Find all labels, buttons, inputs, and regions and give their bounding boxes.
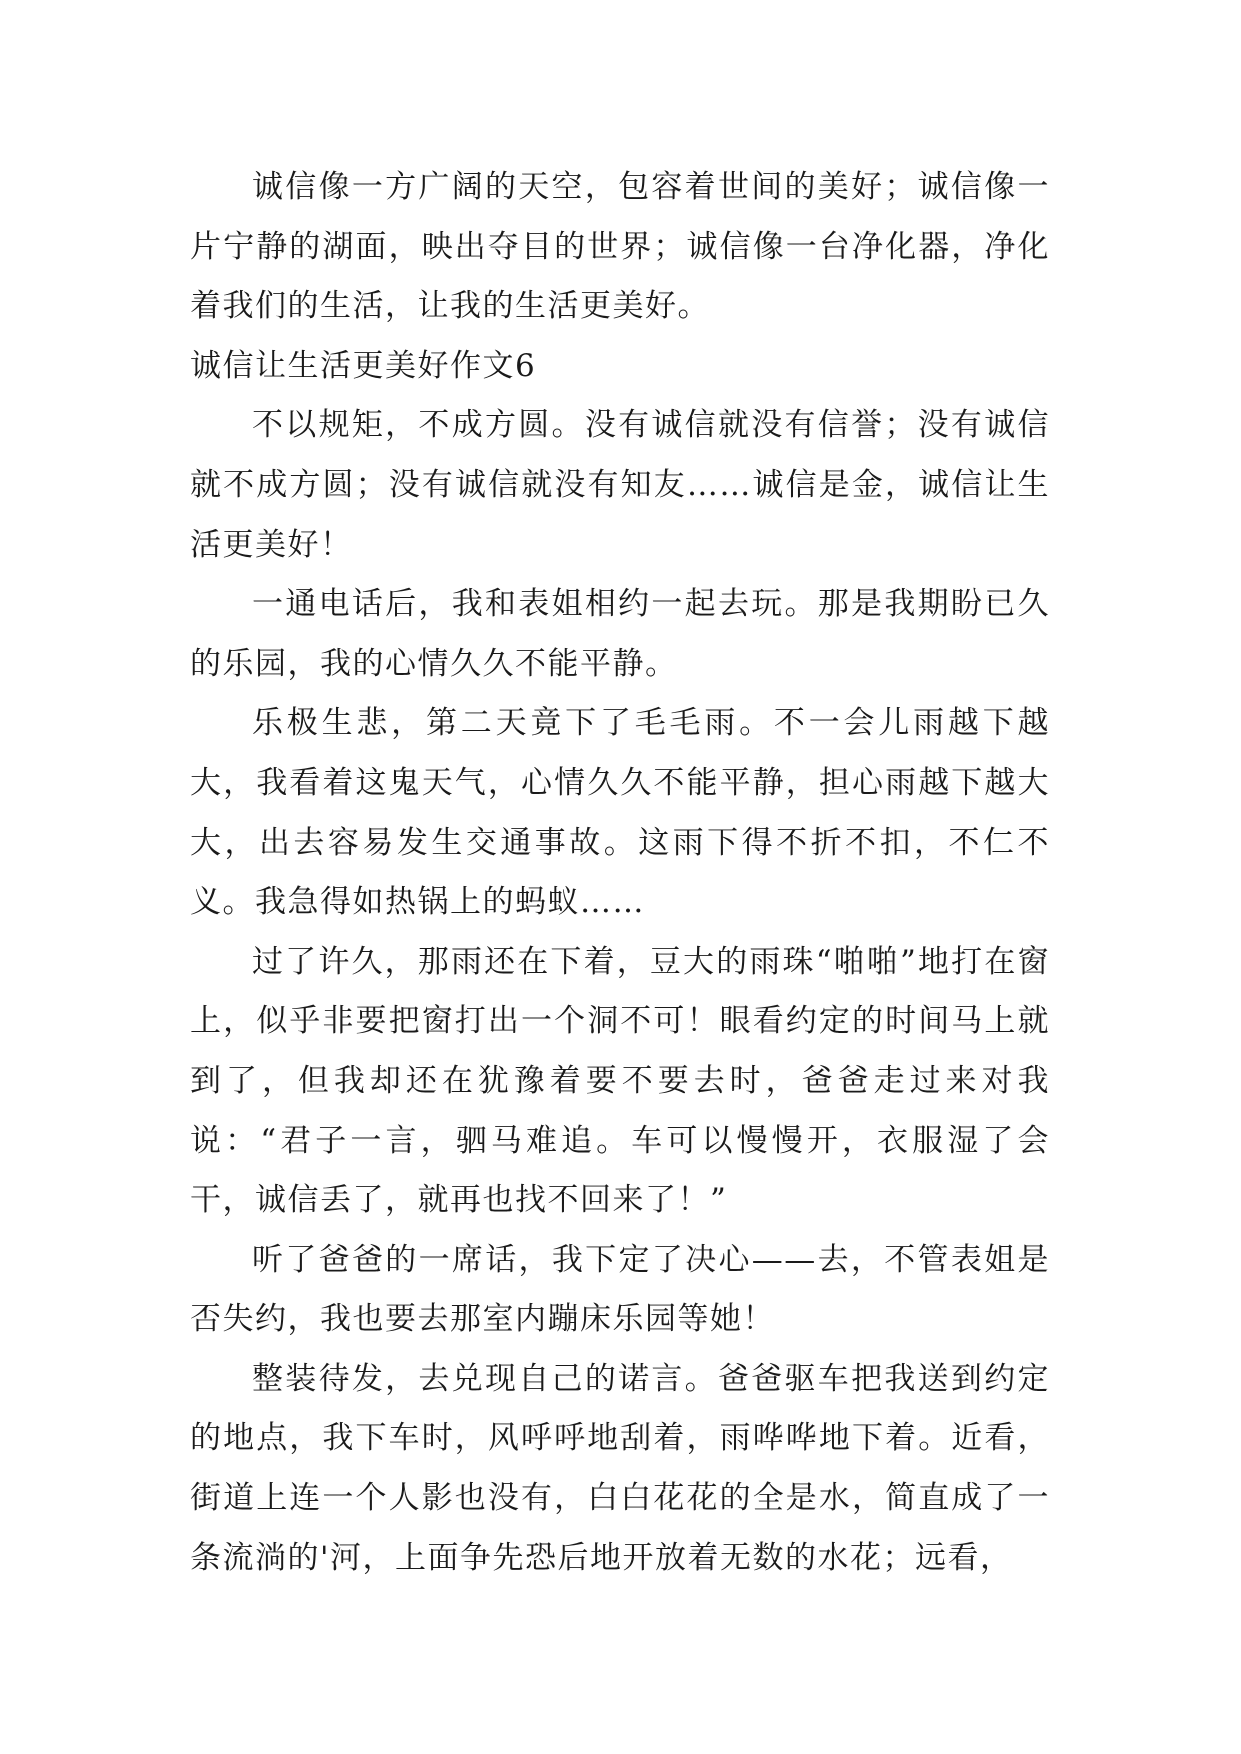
paragraph-6: 听了爸爸的一席话，我下定了决心——去，不管表姐是否失约，我也要去那室内蹦床乐园等她！ — [190, 1241, 1050, 1338]
paragraph-4: 乐极生悲，第二天竟下了毛毛雨。不一会儿雨越下越大，我看着这鬼天气，心情久久不能平静，担心雨越下越大大，出去容易发生交通事故。这雨下得不折不扣，不仁不义。我急得如热锅上的蚂蚁…… — [190, 705, 1050, 921]
paragraph-5: 过了许久，那雨还在下着，豆大的雨珠“啪啪”地打在窗上，似乎非要把窗打出一个洞不可！眼看约定的时间马上就到了，但我却还在犹豫着要不要去时，爸爸走过来对我说：“君子一言，驷马难追。车可以慢慢开，衣服湿了会干，诚信丢了，就再也找不回来了！” — [190, 943, 1050, 1219]
paragraph-1: 诚信像一方广阔的天空，包容着世间的美好；诚信像一片宁静的湖面，映出夺目的世界；诚信像一台净化器，净化着我们的生活，让我的生活更美好。 — [190, 169, 1050, 325]
paragraph-7: 整装待发，去兑现自己的诺言。爸爸驱车把我送到约定的地点，我下车时，风呼呼地刮着，雨哗哗地下着。近看，街道上连一个人影也没有，白白花花的全是水，简直成了一条流淌的'河，上面争先恐后地开放着无数的水花；远看， — [190, 1360, 1050, 1576]
section-heading: 诚信让生活更美好作文6 — [190, 347, 537, 384]
paragraph-2: 不以规矩，不成方圆。没有诚信就没有信誉；没有诚信就不成方圆；没有诚信就没有知友……诚信是金，诚信让生活更美好！ — [190, 407, 1050, 563]
document-page — [190, 158, 1050, 1588]
paragraph-3: 一通电话后，我和表姐相约一起去玩。那是我期盼已久的乐园，我的心情久久不能平静。 — [190, 586, 1050, 682]
